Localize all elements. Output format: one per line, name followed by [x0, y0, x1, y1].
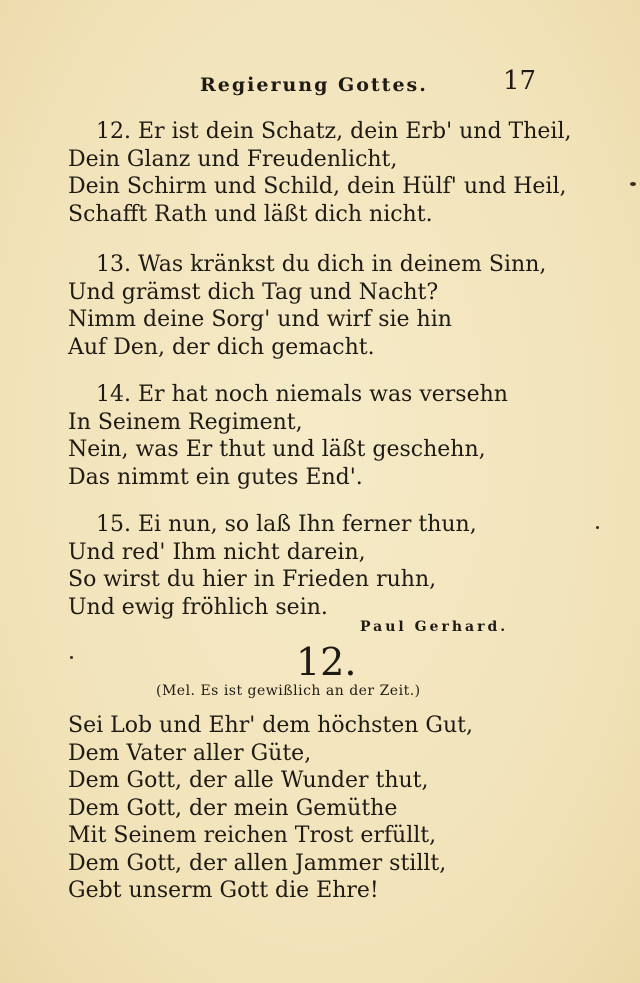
- hymn-line: Dem Gott, der alle Wunder thut,: [68, 768, 429, 793]
- author-attribution: Paul Gerhard.: [360, 619, 509, 635]
- hymn-line: Dem Vater aller Güte,: [68, 740, 312, 766]
- stanza-line: Und grämst dich Tag und Nacht?: [68, 279, 439, 305]
- melody-note: (Mel. Es ist gewißlich an der Zeit.): [156, 683, 421, 699]
- stanza-14: [68, 381, 508, 491]
- stanza-line: Dein Schirm und Schild, dein Hülf' und Heil,: [68, 174, 567, 199]
- paper-speck: [630, 182, 636, 186]
- running-title: Regierung Gottes.: [200, 74, 428, 96]
- stanza-number: 12.: [96, 119, 131, 144]
- hymn-line: Gebt unserm Gott die Ehre!: [68, 878, 379, 903]
- stanza-line: Das nimmt ein gutes End'.: [68, 464, 363, 490]
- paper-speck: [70, 656, 73, 659]
- paper-speck: [596, 526, 599, 529]
- hymn-line: Sei Lob und Ehr' dem höchsten Gut,: [68, 713, 474, 738]
- hymn-number: 12.: [296, 640, 357, 684]
- stanza-number: 14.: [96, 382, 131, 407]
- stanza-line: Schafft Rath und läßt dich nicht.: [68, 201, 433, 227]
- stanza-line: In Seinem Regiment,: [68, 409, 303, 435]
- stanza-line: Nimm deine Sorg' und wirf sie hin: [68, 307, 452, 332]
- stanza-number: 13.: [96, 252, 131, 277]
- stanza-line: 14. Er hat noch niemals was versehn: [96, 382, 508, 407]
- hymn-verse: [68, 712, 473, 905]
- hymn-line: Dem Gott, der mein Gemüthe: [68, 795, 398, 821]
- hymn-line: Dem Gott, der allen Jammer stillt,: [68, 850, 447, 876]
- stanza-line: Auf Den, der dich gemacht.: [68, 334, 375, 360]
- stanza-line: So wirst du hier in Frieden ruhn,: [68, 567, 437, 592]
- stanza-13: [68, 251, 546, 361]
- stanza-line: 13. Was kränkst du dich in deinem Sinn,: [96, 252, 547, 277]
- stanza-line: 15. Ei nun, so laß Ihn ferner thun,: [96, 512, 477, 537]
- stanza-15: [68, 511, 477, 621]
- stanza-line: Nein, was Er thut und läßt geschehn,: [68, 437, 486, 462]
- page-number: 17: [503, 66, 537, 96]
- hymn-line: Mit Seinem reichen Trost erfüllt,: [68, 823, 437, 848]
- stanza-line: Und ewig fröhlich sein.: [68, 594, 328, 620]
- stanza-line: Und red' Ihm nicht darein,: [68, 539, 366, 565]
- stanza-number: 15.: [96, 512, 131, 537]
- stanza-line: 12. Er ist dein Schatz, dein Erb' und Theil,: [96, 119, 572, 144]
- stanza-12: [68, 118, 571, 228]
- stanza-line: Dein Glanz und Freudenlicht,: [68, 146, 398, 172]
